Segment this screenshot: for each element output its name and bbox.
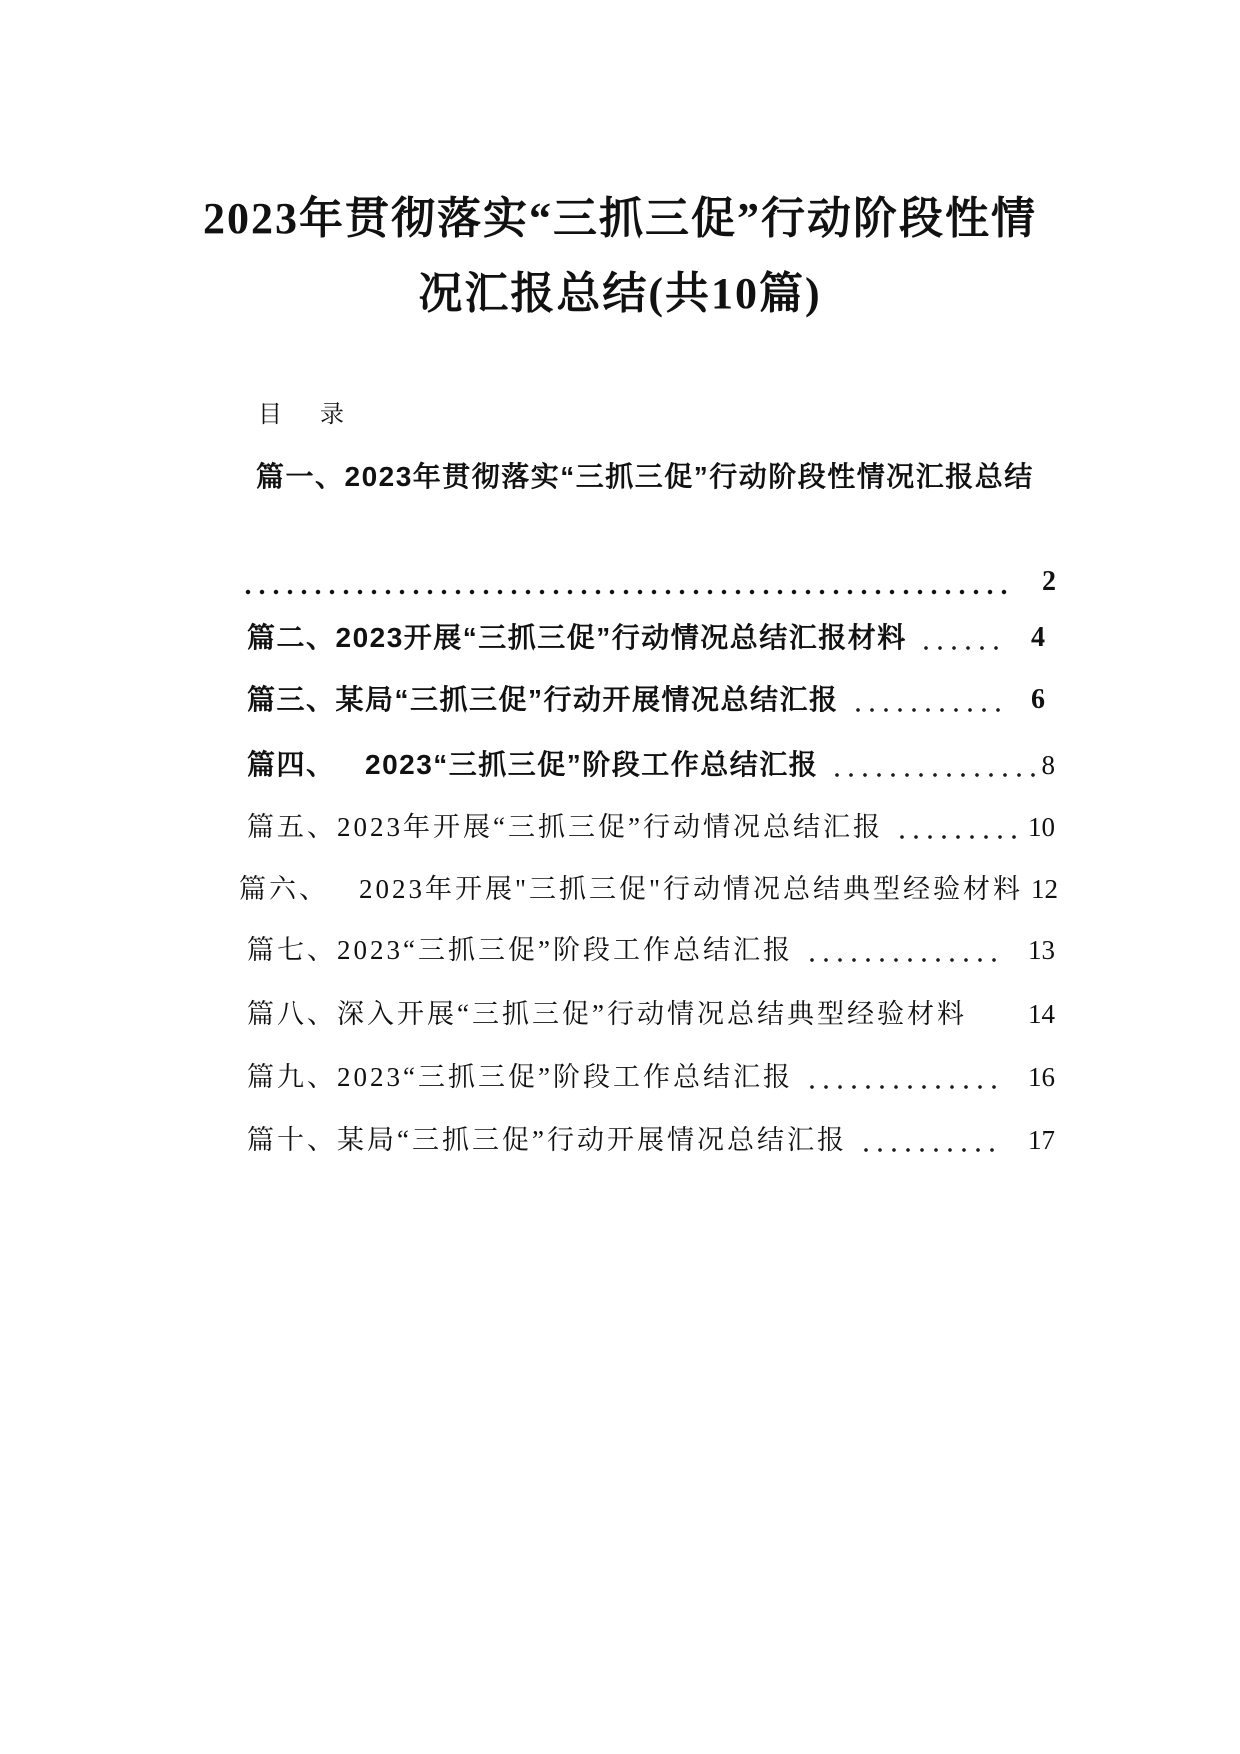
toc-entry-2: [247, 618, 1045, 658]
toc-entry-title: 2023“三抓三促”阶段工作总结汇报: [337, 935, 793, 965]
toc-entry-title: 某局“三抓三促”行动开展情况总结汇报: [337, 1125, 847, 1155]
toc-entry-1: [256, 457, 1058, 497]
leader-dots: [859, 1120, 1000, 1160]
toc-entry-page-number: 16: [1028, 1062, 1055, 1092]
toc-entry-title: 2023年贯彻落实“三抓三促”行动阶段性情况汇报总结: [344, 461, 1034, 492]
toc-entry-1-page-line: [241, 562, 1056, 602]
leader-dots: [895, 807, 1022, 847]
toc-entry-page-number: 6: [1031, 684, 1045, 715]
toc-entry-page-number: 4: [1031, 622, 1045, 653]
leader-dots: [805, 1057, 1000, 1097]
toc-entry-3: [247, 680, 1045, 720]
leader-dots: [241, 562, 1012, 602]
toc-entry-page-number: 8: [1041, 750, 1055, 780]
leader-spacer: [979, 994, 1018, 1034]
toc-entry-prefix: 篇九、: [247, 1062, 337, 1092]
toc-entry-7: [247, 930, 1055, 970]
toc-entry-title: 深入开展“三抓三促”行动情况总结典型经验材料: [337, 999, 967, 1029]
toc-entry-prefix: 篇七、: [247, 935, 337, 965]
toc-entry-title: 2023“三抓三促”阶段工作总结汇报: [365, 749, 819, 780]
toc-entry-title: 2023年开展“三抓三促”行动情况总结汇报: [337, 812, 883, 842]
toc-entry-5: [247, 807, 1055, 847]
toc-entry-page-number: 12: [1031, 874, 1058, 904]
toc-entry-prefix: 篇八、: [247, 999, 337, 1029]
toc-entry-4: [247, 745, 1055, 785]
toc-entry-page-number: 2: [1042, 566, 1056, 597]
document-title-line-1: 2023年贯彻落实“三抓三促”行动阶段性情: [203, 194, 1037, 243]
leader-dots: [805, 930, 1000, 970]
toc-entry-page-number: 17: [1028, 1125, 1055, 1155]
toc-heading: 目 录: [258, 402, 344, 428]
toc-entry-6: [239, 869, 1058, 909]
leader-dots: [830, 745, 1037, 785]
toc-entry-9: [247, 1057, 1055, 1097]
document-title-line-2: 况汇报总结(共10篇): [418, 269, 822, 318]
toc-entry-prefix: 篇六、: [239, 874, 329, 904]
toc-entry-prefix: 篇二、: [247, 622, 336, 653]
toc-entry-prefix: 篇三、: [247, 684, 336, 715]
toc-entry-page-number: 10: [1028, 812, 1055, 842]
leader-dots: [851, 680, 1001, 720]
toc-entry-title: 2023开展“三抓三促”行动情况总结汇报材料: [335, 622, 907, 653]
toc-entry-10: [247, 1120, 1055, 1160]
toc-entry-title: 2023“三抓三促”阶段工作总结汇报: [337, 1062, 793, 1092]
toc-entry-8: [247, 994, 1055, 1034]
toc-entry-page-number: 14: [1028, 999, 1055, 1029]
toc-entry-title: 某局“三抓三促”行动开展情况总结汇报: [335, 684, 839, 715]
toc-entry-prefix: 篇五、: [247, 812, 337, 842]
toc-entry-prefix: 篇一、: [256, 461, 345, 492]
toc-entry-prefix: 篇十、: [247, 1125, 337, 1155]
toc-entry-prefix: 篇四、: [247, 749, 336, 780]
toc-entry-title: 2023年开展"三抓三促"行动情况总结典型经验材料: [359, 874, 1023, 904]
toc-entry-page-number: 13: [1028, 935, 1055, 965]
leader-dots: [919, 618, 1001, 658]
